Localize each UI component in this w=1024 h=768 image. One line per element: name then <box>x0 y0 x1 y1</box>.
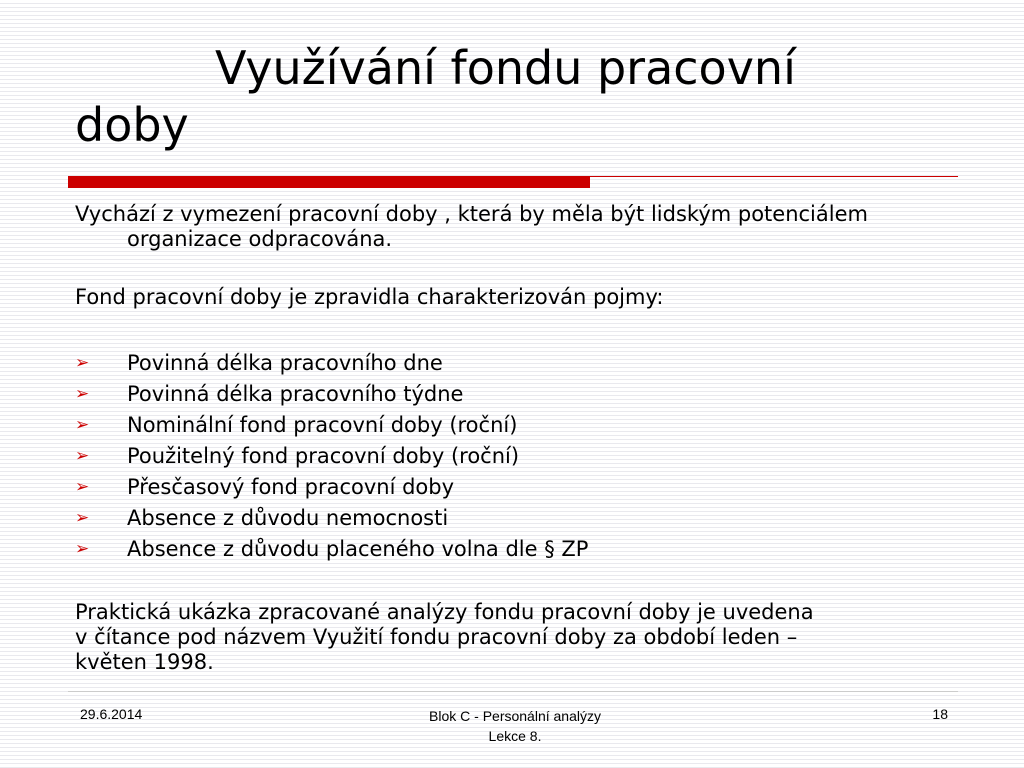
bullet-text: Absence z důvodu placeného volna dle § ZP <box>127 537 589 561</box>
bullet-text: Povinná délka pracovního dne <box>127 351 443 375</box>
bullet-text: Nominální fond pracovní doby (roční) <box>127 413 518 437</box>
bullet-list <box>75 348 955 565</box>
slide-title-line1: Využívání fondu pracovní <box>215 41 796 95</box>
footer-center <box>380 706 650 746</box>
closing-line-2: v čítance pod názvem Využití fondu pracovní doby za období leden – <box>75 625 798 649</box>
footer-course: Blok C - Personální analýzy <box>429 708 601 724</box>
arrow-bullet-icon: ➢ <box>75 508 90 528</box>
arrow-bullet-icon: ➢ <box>75 353 90 373</box>
bullet-text: Absence z důvodu nemocnosti <box>127 506 449 530</box>
footer-divider <box>68 691 958 692</box>
bullet-item <box>75 379 955 410</box>
arrow-bullet-icon: ➢ <box>75 539 90 559</box>
arrow-bullet-icon: ➢ <box>75 384 90 404</box>
slide-body <box>75 202 955 675</box>
slide-title <box>75 40 975 154</box>
slide-title-line2: doby <box>75 98 189 152</box>
bullet-item <box>75 503 955 534</box>
arrow-bullet-icon: ➢ <box>75 446 90 466</box>
closing-line-1: Praktická ukázka zpracované analýzy fondu pracovní doby je uvedena <box>75 600 814 624</box>
footer-lesson: Lekce 8. <box>488 728 542 744</box>
arrow-bullet-icon: ➢ <box>75 477 90 497</box>
bullet-item <box>75 441 955 472</box>
intro-paragraph: Vychází z vymezení pracovní doby , která by měla být lidským potenciálem organizace odpracována. <box>75 202 868 251</box>
title-underline-thin <box>590 176 958 177</box>
title-underline-thick <box>68 176 590 188</box>
page-number: 18 <box>932 706 948 722</box>
bullet-item <box>75 348 955 379</box>
bullet-text: Přesčasový fond pracovní doby <box>127 475 455 499</box>
arrow-bullet-icon: ➢ <box>75 415 90 435</box>
bullet-item <box>75 534 955 565</box>
bullet-item <box>75 410 955 441</box>
bullet-text: Použitelný fond pracovní doby (roční) <box>127 444 520 468</box>
bullet-item <box>75 472 955 503</box>
footer-date: 29.6.2014 <box>80 706 143 722</box>
lead-paragraph: Fond pracovní doby je zpravidla charakterizován pojmy: <box>75 285 664 309</box>
bullet-text: Povinná délka pracovního týdne <box>127 382 464 406</box>
closing-line-3: květen 1998. <box>75 650 214 674</box>
